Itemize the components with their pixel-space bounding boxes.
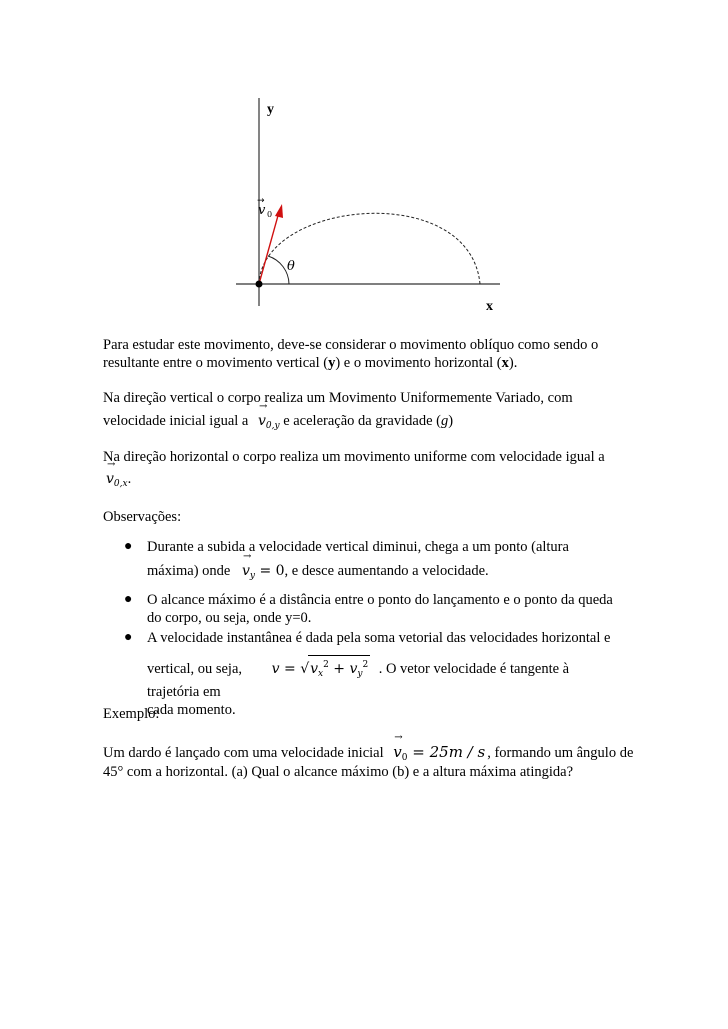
para1-line1: Para estudar este movimento, deve-se considerar o movimento oblíquo como sendo o (103, 337, 599, 353)
bullet-icon: ● (124, 592, 133, 607)
sqrt-icon: √ (300, 661, 310, 677)
vy-square: 2 (362, 660, 369, 670)
bullet3-text-a: vertical, ou seja, (147, 661, 243, 677)
vector-arrow-mark: → (257, 196, 265, 206)
bullet1-text-b: , e desce aumentando a velocidade. (284, 563, 489, 579)
bullet1-text-a: máxima) onde (147, 563, 231, 579)
velocity-arrowhead (275, 204, 283, 218)
vx-square: 2 (323, 660, 329, 670)
para1-text-b: ) e o movimento horizontal ( (335, 355, 502, 371)
v0-rhs: = 25m / s (412, 743, 486, 761)
vy-term: v (349, 661, 358, 677)
v0x-formula: → $v_{0,x}$ (106, 471, 128, 487)
para1-text-c: ). (508, 355, 518, 371)
para1-line2 (103, 354, 517, 372)
speed-formula (272, 661, 375, 677)
para3-line2 (103, 470, 131, 493)
para3-period: . (127, 471, 132, 487)
bullet3-line2 (147, 655, 623, 701)
bullet-icon: ● (124, 630, 133, 645)
list-item (103, 629, 623, 719)
vector-label: v (258, 203, 266, 218)
bullet3-line1: A velocidade instantânea é dada pela soma vetorial das velocidades horizontal e (147, 630, 611, 646)
para2-text-b: e aceleração da gravidade ( (283, 413, 441, 429)
y-axis-label: y (267, 102, 274, 117)
para1-y: y (328, 355, 336, 371)
angle-label: θ (287, 259, 295, 274)
vy-subscript: y (249, 571, 255, 581)
para1-text-a: resultante entre o movimento vertical ( (103, 355, 329, 371)
exemplo-title: Exemplo: (103, 706, 160, 722)
v0-formula: → $v_0 = 25m / s$ (393, 743, 485, 761)
exemplo-text-a: Um dardo é lançado com uma velocidade inicial (103, 745, 384, 761)
bullet1-line1: Durante a subida a velocidade vertical diminui, chega a um ponto (altura (147, 539, 569, 555)
list-item (103, 591, 623, 627)
para1-x: x (501, 355, 509, 371)
bullet-icon: ● (124, 539, 133, 554)
bullet2-line1: O alcance máximo é a distância entre o ponto do lançamento e o ponto da queda (147, 592, 613, 608)
para2-line1: Na direção vertical o corpo realiza um Movimento Uniformemente Variado, com (103, 390, 573, 406)
origin-point (256, 281, 263, 288)
v0y-formula: → $v_{0,y}$ (258, 413, 280, 429)
v0y-subscript: 0,y (265, 421, 280, 431)
para2-line2 (103, 412, 453, 435)
v0-subscript: 0 (401, 753, 408, 763)
bullet1-line2 (147, 562, 623, 585)
para2-text-a: velocidade inicial igual a (103, 413, 249, 429)
para2-g: g (440, 413, 449, 429)
trajectory-diagram (0, 0, 728, 320)
exemplo-text-b: , formando um ângulo de (487, 745, 634, 761)
bullet3-text-b: . O vetor velocidade é tangente à trajetória em (147, 661, 570, 700)
vy-term-subscript: y (357, 669, 363, 679)
para3-line1: Na direção horizontal o corpo realiza um movimento uniforme com velocidade igual a (103, 449, 605, 465)
exemplo-line2: 45° com a horizontal. (a) Qual o alcance máximo (b) e a altura máxima atingida? (103, 764, 574, 780)
list-item (103, 538, 623, 585)
speed-lhs: v = (271, 661, 296, 677)
vy-rhs: = 0 (259, 563, 285, 579)
angle-arc (268, 256, 289, 284)
bullet3-line3: cada momento. (147, 702, 236, 718)
plus-sign: + (328, 661, 350, 677)
vy-zero-formula: → $v_y = 0$ (242, 563, 285, 579)
vx-term: v (310, 661, 319, 677)
v0x-subscript: 0,x (113, 479, 128, 489)
observacoes-list (103, 538, 623, 719)
bullet2-line2: do corpo, ou seja, onde y=0. (147, 610, 312, 626)
x-axis-label: x (486, 299, 493, 314)
sqrt-radicand (308, 655, 370, 683)
vx-subscript: x (318, 669, 324, 679)
para2-text-c: ) (448, 413, 454, 429)
vector-subscript: 0 (267, 210, 273, 219)
observacoes-title: Observações: (103, 509, 182, 525)
